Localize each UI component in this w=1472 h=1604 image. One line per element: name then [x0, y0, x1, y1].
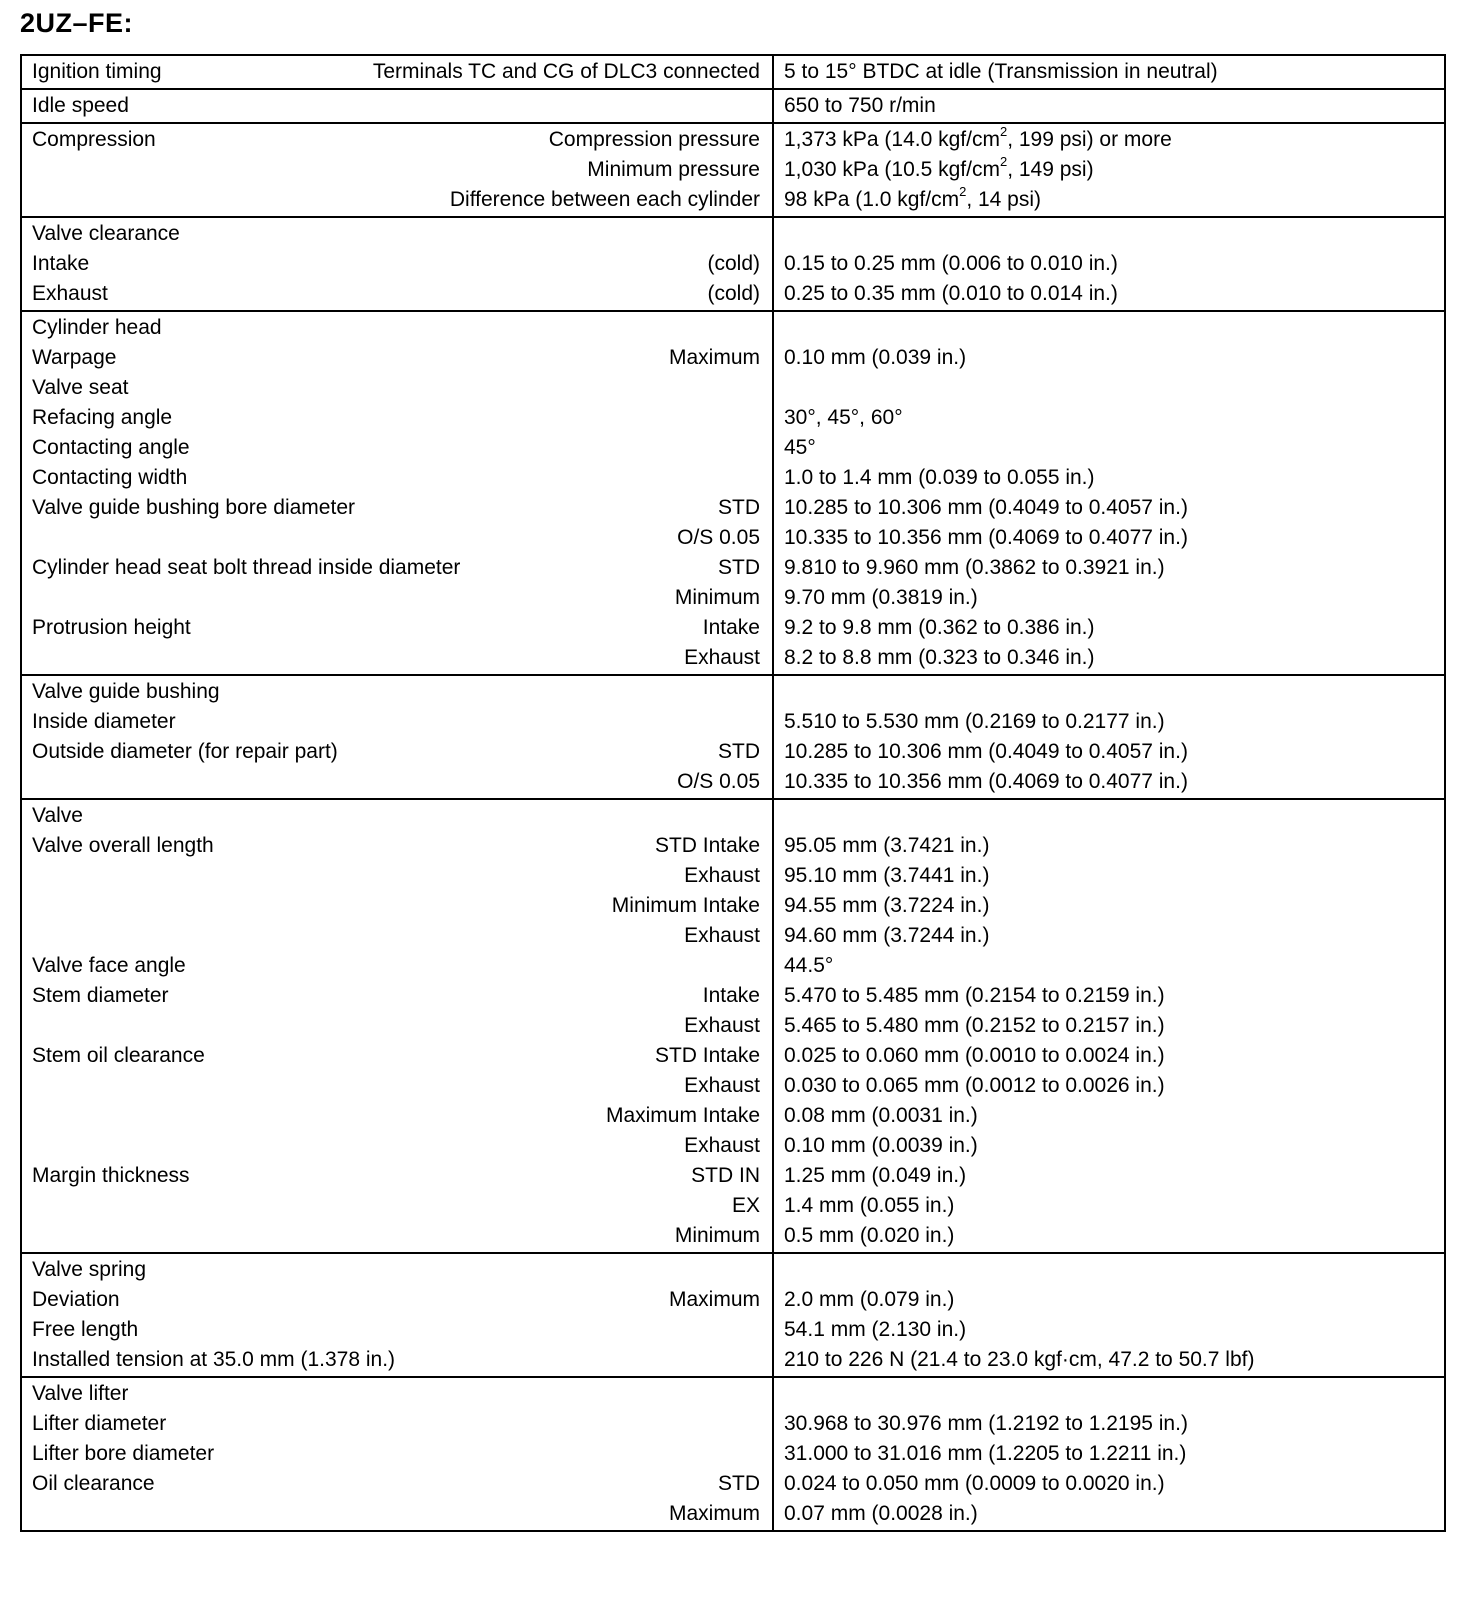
spec-value — [784, 1071, 1436, 1101]
spec-section — [22, 88, 1444, 122]
spec-condition: Terminals TC and CG of DLC3 connected — [372, 60, 760, 83]
spec-condition: Exhaust — [684, 864, 760, 887]
spec-section — [22, 122, 1444, 216]
spec-row-label — [32, 1071, 760, 1101]
spec-value-text: 0.15 to 0.25 mm (0.006 to 0.010 in.) — [784, 252, 1118, 275]
spec-section — [22, 798, 1444, 1252]
spec-row-label — [32, 279, 760, 309]
spec-value-column — [774, 90, 1444, 122]
spec-condition: Exhaust — [684, 646, 760, 669]
spec-value — [784, 57, 1436, 87]
spec-item-label: Valve — [32, 804, 83, 827]
spec-value-text: 45° — [784, 436, 816, 459]
spec-condition: Maximum Intake — [605, 1104, 760, 1127]
spec-value-text: 5 to 15° BTDC at idle (Transmission in neutral) — [784, 60, 1218, 83]
page-title: 2UZ–FE: — [20, 8, 134, 38]
spec-value-text: 9.70 mm (0.3819 in.) — [784, 586, 978, 609]
spec-value-superscript: 2 — [999, 154, 1008, 169]
spec-item-label: Lifter diameter — [32, 1412, 167, 1435]
spec-value — [784, 1439, 1436, 1469]
spec-value-text: 9.810 to 9.960 mm (0.3862 to 0.3921 in.) — [784, 556, 1165, 579]
spec-value-text: 95.10 mm (3.7441 in.) — [784, 864, 990, 887]
spec-value — [784, 463, 1436, 493]
spec-value — [784, 125, 1436, 155]
spec-value — [784, 1499, 1436, 1529]
spec-value-column — [774, 124, 1444, 216]
spec-value-text: 10.285 to 10.306 mm (0.4049 to 0.4057 in.) — [784, 740, 1188, 763]
spec-value — [784, 1161, 1436, 1191]
spec-condition: Intake — [702, 616, 760, 639]
spec-condition: Minimum pressure — [587, 158, 760, 181]
spec-value — [784, 1131, 1436, 1161]
spec-value — [784, 1409, 1436, 1439]
spec-condition: O/S 0.05 — [677, 770, 760, 793]
spec-condition: STD Intake — [654, 834, 760, 857]
spec-value — [784, 1191, 1436, 1221]
spec-value-text: 98 kPa (1.0 kgf/cm — [784, 188, 960, 211]
spec-value — [784, 613, 1436, 643]
spec-row-label — [32, 707, 760, 737]
spec-row-label — [32, 1439, 760, 1469]
spec-row-label — [32, 1221, 760, 1251]
spec-value-text: 30°, 45°, 60° — [784, 406, 903, 429]
spec-value-text: 0.5 mm (0.020 in.) — [784, 1224, 955, 1247]
spec-item-label: Contacting angle — [32, 436, 190, 459]
spec-item-label: Installed tension at 35.0 mm (1.378 in.) — [32, 1348, 396, 1371]
spec-section — [22, 674, 1444, 798]
spec-label-column — [22, 124, 774, 216]
spec-label-column — [22, 1378, 774, 1530]
spec-value-text: 31.000 to 31.016 mm (1.2205 to 1.2211 in.) — [784, 1442, 1187, 1465]
spec-condition: STD — [718, 556, 760, 579]
spec-section — [22, 310, 1444, 674]
spec-condition: EX — [731, 1194, 760, 1217]
spec-row-label — [32, 921, 760, 951]
spec-condition: Intake — [702, 984, 760, 1007]
spec-value-column — [774, 676, 1444, 798]
spec-item-label: Valve spring — [32, 1258, 147, 1281]
spec-condition: STD IN — [691, 1164, 760, 1187]
spec-value-column — [774, 218, 1444, 310]
spec-section — [22, 1252, 1444, 1376]
spec-condition: STD — [718, 740, 760, 763]
spec-label-column — [22, 676, 774, 798]
spec-row-label — [32, 313, 760, 343]
spec-row-label — [32, 219, 760, 249]
spec-row-label — [32, 91, 760, 121]
spec-row-label — [32, 249, 760, 279]
spec-value — [784, 677, 1436, 707]
spec-value — [784, 801, 1436, 831]
spec-item-label: Compression — [32, 128, 156, 151]
spec-item-label: Exhaust — [32, 282, 108, 305]
spec-value-column — [774, 1254, 1444, 1376]
spec-row-label — [32, 523, 760, 553]
spec-value — [784, 313, 1436, 343]
spec-item-label: Refacing angle — [32, 406, 173, 429]
spec-row-label — [32, 403, 760, 433]
spec-row-label — [32, 1011, 760, 1041]
spec-condition: Maximum — [668, 1288, 760, 1311]
spec-value-text: 5.470 to 5.485 mm (0.2154 to 0.2159 in.) — [784, 984, 1165, 1007]
spec-value-text: 650 to 750 r/min — [784, 94, 936, 117]
spec-row-label — [32, 1255, 760, 1285]
spec-condition: Maximum — [668, 346, 760, 369]
spec-item-label: Free length — [32, 1318, 139, 1341]
spec-value — [784, 433, 1436, 463]
spec-item-label: Stem oil clearance — [32, 1044, 205, 1067]
spec-value — [784, 343, 1436, 373]
spec-value-text: 5.510 to 5.530 mm (0.2169 to 0.2177 in.) — [784, 710, 1165, 733]
spec-condition: Minimum Intake — [611, 894, 760, 917]
spec-item-label: Lifter bore diameter — [32, 1442, 215, 1465]
spec-value — [784, 583, 1436, 613]
spec-value-text: 10.335 to 10.356 mm (0.4069 to 0.4077 in.) — [784, 526, 1188, 549]
spec-row-label — [32, 643, 760, 673]
spec-row-label — [32, 613, 760, 643]
spec-value-text: 5.465 to 5.480 mm (0.2152 to 0.2157 in.) — [784, 1014, 1165, 1037]
spec-item-label: Valve overall length — [32, 834, 214, 857]
spec-item-label: Valve guide bushing — [32, 680, 220, 703]
spec-row-label — [32, 1469, 760, 1499]
spec-value — [784, 373, 1436, 403]
spec-item-label: Valve lifter — [32, 1382, 129, 1405]
spec-label-column — [22, 1254, 774, 1376]
spec-item-label: Ignition timing — [32, 60, 162, 83]
spec-row-label — [32, 891, 760, 921]
spec-value — [784, 737, 1436, 767]
spec-value-text: 2.0 mm (0.079 in.) — [784, 1288, 955, 1311]
spec-row-label — [32, 493, 760, 523]
spec-item-label: Valve guide bushing bore diameter — [32, 496, 355, 519]
spec-value-text: 0.08 mm (0.0031 in.) — [784, 1104, 978, 1127]
spec-value — [784, 91, 1436, 121]
spec-value — [784, 219, 1436, 249]
spec-value — [784, 1285, 1436, 1315]
spec-row-label — [32, 677, 760, 707]
spec-item-label: Stem diameter — [32, 984, 169, 1007]
spec-value — [784, 493, 1436, 523]
spec-value — [784, 553, 1436, 583]
spec-value — [784, 767, 1436, 797]
spec-value — [784, 1011, 1436, 1041]
spec-row-label — [32, 185, 760, 215]
spec-value-text: 1.25 mm (0.049 in.) — [784, 1164, 967, 1187]
spec-condition: Exhaust — [684, 1074, 760, 1097]
spec-row-label — [32, 433, 760, 463]
spec-condition: Maximum — [668, 1502, 760, 1525]
spec-value-text: 0.25 to 0.35 mm (0.010 to 0.014 in.) — [784, 282, 1118, 305]
spec-value-text: 94.60 mm (3.7244 in.) — [784, 924, 990, 947]
spec-condition: (cold) — [707, 282, 760, 305]
spec-row-label — [32, 737, 760, 767]
spec-row-label — [32, 57, 760, 87]
spec-value-text: 1,373 kPa (14.0 kgf/cm — [784, 128, 1000, 151]
spec-item-label: Contacting width — [32, 466, 188, 489]
spec-value-text: 95.05 mm (3.7421 in.) — [784, 834, 990, 857]
spec-condition: Exhaust — [684, 924, 760, 947]
spec-condition: Difference between each cylinder — [449, 188, 760, 211]
spec-value — [784, 523, 1436, 553]
spec-value-text: 0.10 mm (0.039 in.) — [784, 346, 967, 369]
spec-value-text: 0.030 to 0.065 mm (0.0012 to 0.0026 in.) — [784, 1074, 1165, 1097]
spec-row-label — [32, 831, 760, 861]
spec-value — [784, 951, 1436, 981]
spec-value — [784, 643, 1436, 673]
spec-value-text: 8.2 to 8.8 mm (0.323 to 0.346 in.) — [784, 646, 1095, 669]
spec-value-text: 10.335 to 10.356 mm (0.4069 to 0.4077 in.) — [784, 770, 1188, 793]
spec-value — [784, 1469, 1436, 1499]
spec-value-text: 44.5° — [784, 954, 834, 977]
spec-value — [784, 861, 1436, 891]
spec-value — [784, 921, 1436, 951]
spec-table — [20, 54, 1446, 1532]
spec-value-text: 30.968 to 30.976 mm (1.2192 to 1.2195 in.) — [784, 1412, 1188, 1435]
spec-value — [784, 1041, 1436, 1071]
spec-row-label — [32, 463, 760, 493]
spec-item-label: Margin thickness — [32, 1164, 190, 1187]
spec-condition: Minimum — [674, 586, 760, 609]
spec-section — [22, 216, 1444, 310]
spec-row-label — [32, 125, 760, 155]
spec-row-label — [32, 951, 760, 981]
spec-condition: STD Intake — [654, 1044, 760, 1067]
spec-value — [784, 1221, 1436, 1251]
spec-label-column — [22, 56, 774, 88]
spec-value — [784, 1345, 1436, 1375]
spec-item-label: Outside diameter (for repair part) — [32, 740, 338, 763]
spec-label-column — [22, 218, 774, 310]
spec-item-label: Cylinder head — [32, 316, 162, 339]
spec-row-label — [32, 767, 760, 797]
spec-value — [784, 185, 1436, 215]
spec-value — [784, 1379, 1436, 1409]
spec-item-label: Inside diameter — [32, 710, 176, 733]
spec-row-label — [32, 155, 760, 185]
spec-item-label: Deviation — [32, 1288, 120, 1311]
spec-value-text: 1.0 to 1.4 mm (0.039 to 0.055 in.) — [784, 466, 1095, 489]
spec-item-label: Warpage — [32, 346, 117, 369]
spec-item-label: Valve face angle — [32, 954, 186, 977]
spec-item-label: Protrusion height — [32, 616, 191, 639]
spec-value — [784, 403, 1436, 433]
spec-row-label — [32, 373, 760, 403]
spec-value-text: 0.10 mm (0.0039 in.) — [784, 1134, 978, 1157]
spec-row-label — [32, 553, 760, 583]
spec-value — [784, 1255, 1436, 1285]
spec-item-label: Cylinder head seat bolt thread inside diameter — [32, 556, 461, 579]
spec-value-column — [774, 1378, 1444, 1530]
spec-value — [784, 981, 1436, 1011]
spec-value-column — [774, 56, 1444, 88]
spec-condition: Minimum — [674, 1224, 760, 1247]
spec-label-column — [22, 800, 774, 1252]
spec-value-suffix: , 149 psi) — [1007, 158, 1094, 181]
spec-label-column — [22, 90, 774, 122]
spec-row-label — [32, 1161, 760, 1191]
spec-row-label — [32, 801, 760, 831]
spec-row-label — [32, 1101, 760, 1131]
spec-row-label — [32, 1191, 760, 1221]
spec-value-text: 9.2 to 9.8 mm (0.362 to 0.386 in.) — [784, 616, 1095, 639]
spec-row-label — [32, 1345, 760, 1375]
spec-row-label — [32, 343, 760, 373]
spec-row-label — [32, 1379, 760, 1409]
spec-value-text: 10.285 to 10.306 mm (0.4049 to 0.4057 in.) — [784, 496, 1188, 519]
spec-section — [22, 56, 1444, 88]
spec-condition: STD — [718, 496, 760, 519]
spec-row-label — [32, 1041, 760, 1071]
spec-row-label — [32, 1409, 760, 1439]
spec-value — [784, 831, 1436, 861]
spec-value-column — [774, 312, 1444, 674]
spec-condition: Compression pressure — [548, 128, 760, 151]
spec-value-column — [774, 800, 1444, 1252]
spec-value-text: 0.025 to 0.060 mm (0.0010 to 0.0024 in.) — [784, 1044, 1165, 1067]
spec-row-label — [32, 1285, 760, 1315]
spec-item-label: Valve clearance — [32, 222, 180, 245]
spec-section — [22, 1376, 1444, 1530]
spec-condition: Exhaust — [684, 1014, 760, 1037]
spec-value-superscript: 2 — [999, 124, 1008, 139]
spec-condition: (cold) — [707, 252, 760, 275]
spec-row-label — [32, 583, 760, 613]
spec-row-label — [32, 981, 760, 1011]
spec-value-suffix: , 14 psi) — [966, 188, 1042, 211]
spec-condition: O/S 0.05 — [677, 526, 760, 549]
spec-label-column — [22, 312, 774, 674]
spec-row-label — [32, 861, 760, 891]
spec-item-label: Oil clearance — [32, 1472, 155, 1495]
spec-row-label — [32, 1131, 760, 1161]
spec-item-label: Valve seat — [32, 376, 129, 399]
spec-row-label — [32, 1315, 760, 1345]
spec-value-text: 1.4 mm (0.055 in.) — [784, 1194, 955, 1217]
spec-value-text: 0.024 to 0.050 mm (0.0009 to 0.0020 in.) — [784, 1472, 1165, 1495]
spec-value-superscript: 2 — [959, 184, 967, 199]
spec-item-label: Idle speed — [32, 94, 129, 117]
spec-value-text: 94.55 mm (3.7224 in.) — [784, 894, 990, 917]
spec-condition: STD — [718, 1472, 760, 1495]
spec-value — [784, 249, 1436, 279]
spec-value-suffix: , 199 psi) or more — [1007, 128, 1172, 151]
spec-value — [784, 1101, 1436, 1131]
spec-value — [784, 155, 1436, 185]
spec-condition: Exhaust — [684, 1134, 760, 1157]
spec-value — [784, 891, 1436, 921]
spec-value-text: 54.1 mm (2.130 in.) — [784, 1318, 967, 1341]
spec-row-label — [32, 1499, 760, 1529]
spec-value — [784, 279, 1436, 309]
spec-value-text: 0.07 mm (0.0028 in.) — [784, 1502, 978, 1525]
spec-value-text: 210 to 226 N (21.4 to 23.0 kgf·cm, 47.2 to 50.7 lbf) — [784, 1348, 1255, 1371]
spec-value — [784, 1315, 1436, 1345]
spec-item-label: Intake — [32, 252, 90, 275]
spec-value — [784, 707, 1436, 737]
spec-value-text: 1,030 kPa (10.5 kgf/cm — [784, 158, 1000, 181]
